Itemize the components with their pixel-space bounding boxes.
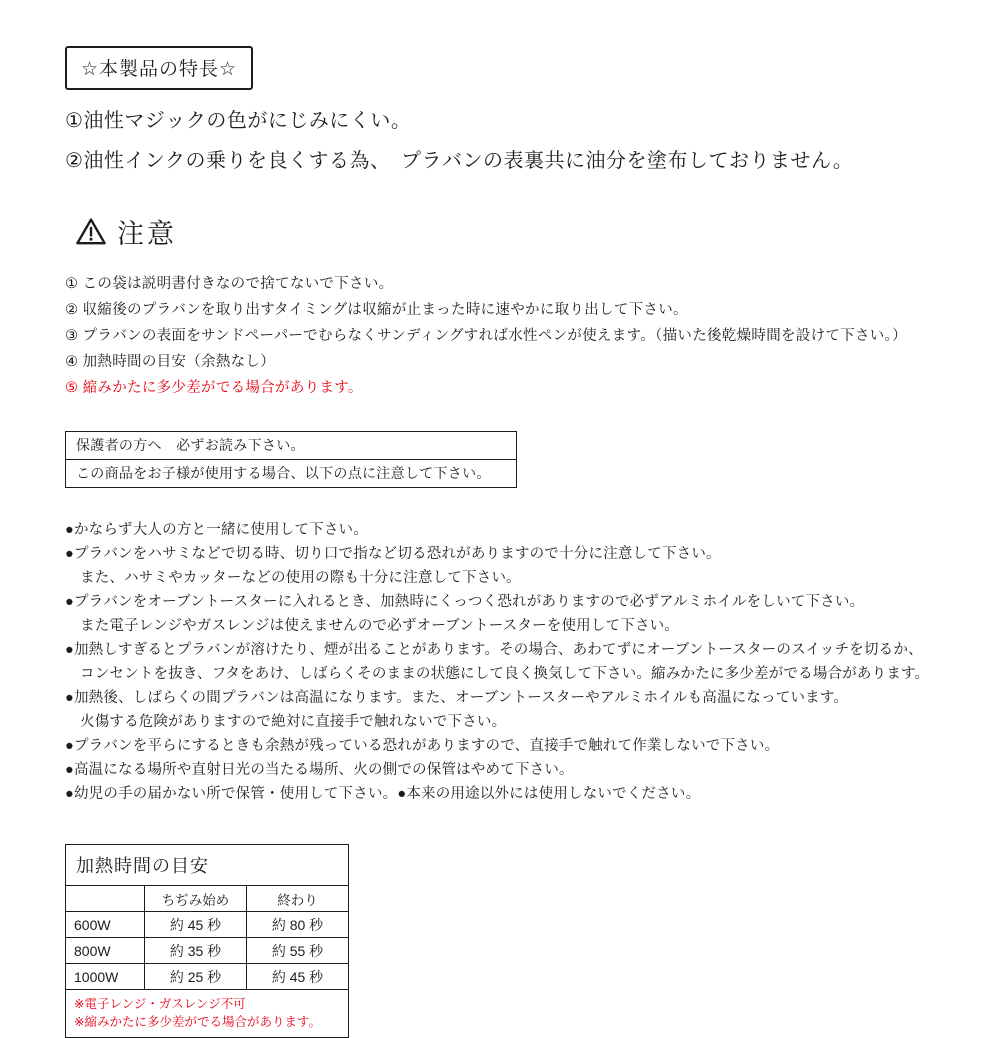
features-list	[65, 106, 1000, 176]
guardian-notice-box	[65, 431, 517, 488]
header-end: 終わり	[247, 886, 349, 912]
header-empty-cell	[66, 886, 145, 912]
bullet-item: ●高温になる場所や直射日光の当たる場所、火の側での保管はやめて下さい。	[65, 762, 574, 778]
caution-bullet-list	[65, 518, 1000, 806]
table-note: ※縮みかたに多少差がでる場合があります。	[74, 1015, 321, 1029]
guardian-line-1: 保護者の方へ 必ずお読み下さい。	[66, 432, 517, 460]
warning-triangle-icon	[75, 217, 107, 246]
guardian-row	[66, 460, 517, 488]
caution-numbered-list	[65, 271, 1000, 401]
table-note: ※電子レンジ・ガスレンジ不可	[74, 997, 246, 1011]
bullet-item: ●プラバンを平らにするときも余熱が残っている恐れがありますので、直接手で触れて作業しないで下さい。	[65, 738, 780, 754]
row-label: 1000W	[66, 964, 145, 990]
row-end-value: 約 45 秒	[247, 964, 349, 990]
table-notes	[66, 990, 349, 1038]
bullet-item-continuation: 火傷する危険がありますので絶対に直接手で触れないで下さい。	[80, 714, 507, 730]
features-title-box	[65, 46, 253, 90]
table-row	[66, 938, 349, 964]
caution-numbered-item-red: ⑤ 縮みかたに多少差がでる場合があります。	[65, 380, 363, 396]
caution-heading-label: 注意	[117, 219, 177, 249]
row-start-value: 約 25 秒	[145, 964, 247, 990]
row-end-value: 約 80 秒	[247, 912, 349, 938]
feature-item: ①油性マジックの色がにじみにくい。	[65, 110, 412, 132]
features-title: ☆本製品の特長☆	[81, 59, 238, 80]
guardian-row	[66, 432, 517, 460]
bullet-item: ●プラバンをオーブントースターに入れるとき、加熱時にくっつく恐れがありますので必ずアルミホイルをしいて下さい。	[65, 594, 865, 610]
bullet-item-continuation: また電子レンジやガスレンジは使えませんので必ずオーブントースターを使用して下さい。	[80, 618, 680, 634]
header-start: ちぢみ始め	[145, 886, 247, 912]
bullet-item-continuation: コンセントを抜き、フタをあけ、しばらくそのままの状態にして良く換気して下さい。縮みかたに多少差がでる場合があります。	[80, 666, 930, 682]
table-title-row	[66, 845, 349, 886]
row-start-value: 約 35 秒	[145, 938, 247, 964]
row-end-value: 約 55 秒	[247, 938, 349, 964]
caution-heading	[75, 212, 1000, 251]
heating-time-table	[65, 844, 349, 1038]
row-label: 800W	[66, 938, 145, 964]
table-header-row	[66, 886, 349, 912]
table-row	[66, 964, 349, 990]
caution-numbered-item: ③ プラバンの表面をサンドペーパーでむらなくサンディングすれば水性ペンが使えます。（描いた後乾燥時間を設けて下さい。）	[65, 328, 907, 344]
row-label: 600W	[66, 912, 145, 938]
caution-numbered-item: ④ 加熱時間の目安（余熱なし）	[65, 354, 276, 370]
bullet-item-continuation: また、ハサミやカッターなどの使用の際も十分に注意して下さい。	[80, 570, 521, 586]
caution-numbered-item: ② 収縮後のプラバンを取り出すタイミングは収縮が止まった時に速やかに取り出して下さい。	[65, 302, 688, 318]
table-row	[66, 912, 349, 938]
bullet-item: ●加熱しすぎるとプラバンが溶けたり、煙が出ることがあります。その場合、あわてずにオーブントースターのスイッチを切るか、	[65, 642, 923, 658]
table-title: 加熱時間の目安	[66, 845, 349, 886]
bullet-item: ●幼児の手の届かない所で保管・使用して下さい。●本来の用途以外には使用しないでください。	[65, 786, 701, 802]
feature-item: ②油性インクの乗りを良くする為、 プラバンの表裏共に油分を塗布しておりません。	[65, 150, 854, 172]
caution-numbered-item: ① この袋は説明書付きなので捨てないで下さい。	[65, 276, 394, 292]
bullet-item: ●加熱後、しばらくの間プラバンは高温になります。また、オーブントースターやアルミホイルも高温になっています。	[65, 690, 849, 706]
bullet-item: ●かならず大人の方と一緒に使用して下さい。	[65, 522, 368, 538]
guardian-line-2: この商品をお子様が使用する場合、以下の点に注意して下さい。	[66, 460, 517, 488]
table-notes-row	[66, 990, 349, 1038]
row-start-value: 約 45 秒	[145, 912, 247, 938]
bullet-item: ●プラバンをハサミなどで切る時、切り口で指など切る恐れがありますので十分に注意して下さい。	[65, 546, 721, 562]
